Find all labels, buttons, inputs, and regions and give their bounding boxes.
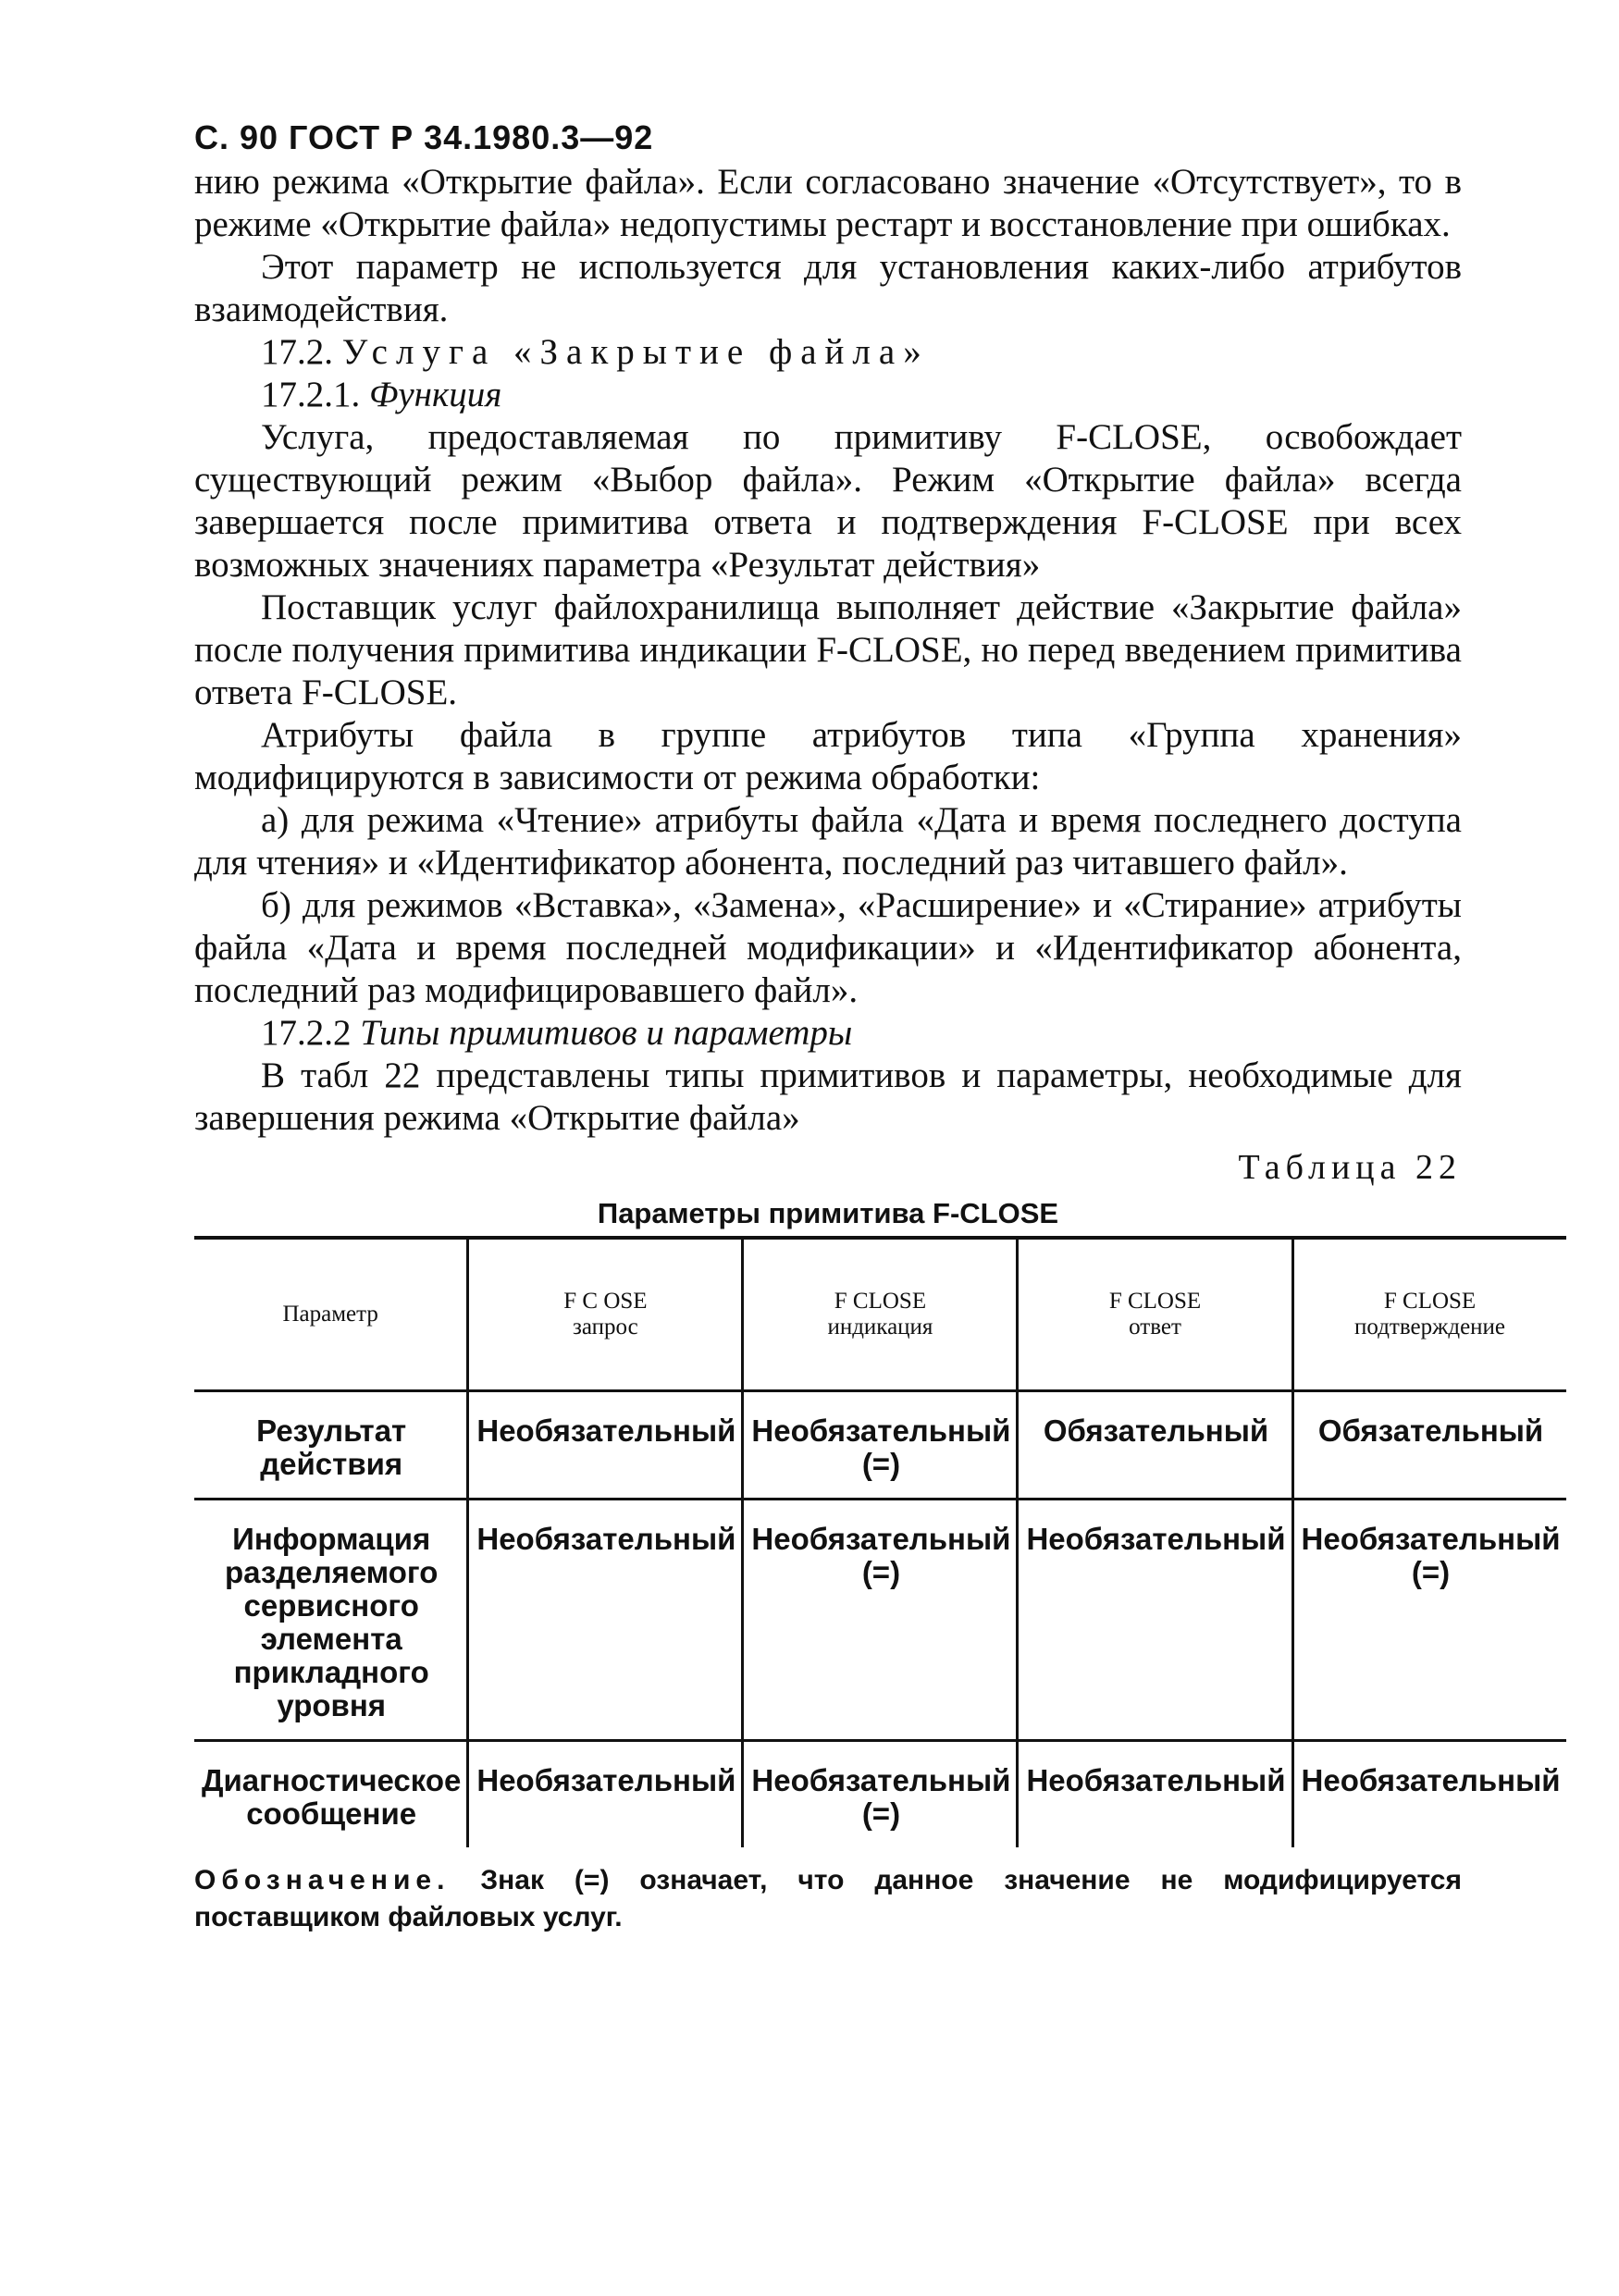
cell-mark: (=) — [861, 1796, 901, 1831]
header-request-type: запрос — [573, 1315, 638, 1339]
params-table — [194, 1236, 1566, 1847]
list-item-b: б) для режимов «Вставка», «Замена», «Расширение» и «Стирание» атрибуты файла «Дата и время последней модификации» и «Идентификатор абонента, последний раз модифицировавшего файл». — [194, 885, 1462, 1010]
cell-text: Необязательный — [476, 1763, 736, 1797]
cell-value — [1292, 1391, 1566, 1500]
header-param: Параметр — [194, 1238, 468, 1391]
subsection-number-2: 17.2.2 — [261, 1013, 352, 1053]
cell-value — [1292, 1500, 1566, 1741]
section-title: Услуга «Закрытие файла» — [341, 332, 930, 372]
header-indication — [743, 1238, 1018, 1391]
page-header: С. 90 ГОСТ Р 34.1980.3—92 — [194, 118, 654, 156]
cell-value — [468, 1391, 743, 1500]
cell-text: Обязательный — [1317, 1413, 1544, 1448]
note-label: Обозначение. — [194, 1865, 451, 1895]
subsection-title-2: Типы примитивов и параметры — [360, 1013, 853, 1053]
subsection-number-1: 17.2.1. — [261, 375, 361, 414]
header-confirm-type: подтверждение — [1354, 1315, 1506, 1339]
cell-mark: (=) — [861, 1447, 901, 1481]
header-confirm — [1292, 1238, 1566, 1391]
subsection-title-1: Функция — [369, 375, 502, 414]
table-caption: Таблица 22 — [1238, 1148, 1462, 1187]
cell-value — [743, 1391, 1018, 1500]
cell-value — [1018, 1741, 1292, 1848]
section-number: 17.2. — [261, 332, 333, 372]
cell-value — [468, 1741, 743, 1848]
paragraph-3: Услуга, предоставляемая по примитиву F-CLOSE, освобождает существующий режим «Выбор файла». Режим «Открытие файла» всегда завершается после примитива ответа и подтверждения F-CLOSE при всех возможных значениях параметра «Результат действия» — [194, 417, 1462, 585]
cell-text: Необязательный — [476, 1522, 736, 1556]
table-row — [194, 1500, 1566, 1741]
header-request — [468, 1238, 743, 1391]
table-row — [194, 1741, 1566, 1848]
cell-text: Необязательный — [1026, 1522, 1286, 1556]
header-indication-type: индикация — [827, 1315, 933, 1339]
cell-text: Необязательный — [1026, 1763, 1286, 1797]
paragraph-4: Поставщик услуг файлохранилища выполняет действие «Закрытие файла» после получения примитива индикации F-CLOSE, но перед введением примитива ответа F-CLOSE. — [194, 587, 1462, 712]
paragraph-8: В табл 22 представлены типы примитивов и параметры, необходимые для завершения режима «Открытие файла» — [194, 1055, 1462, 1138]
list-item-a: а) для режима «Чтение» атрибуты файла «Дата и время последнего доступа для чтения» и «Идентификатор абонента, последний раз читавшего файл». — [194, 800, 1462, 883]
section-heading — [194, 331, 1462, 374]
header-indication-name: F CLOSE — [834, 1289, 927, 1314]
table-row — [194, 1391, 1566, 1500]
paragraph-5: Атрибуты файла в группе атрибутов типа «Группа хранения» модифицируются в зависимости от режима обработки: — [194, 715, 1462, 797]
note-text: Знак (=) означает, что данное значение не модифицируется поставщиком файловых услуг. — [194, 1865, 1462, 1932]
table-header-row — [194, 1238, 1566, 1391]
cell-value — [468, 1500, 743, 1741]
paragraph-2: Этот параметр не используется для установления каких-либо атрибутов взаимодействия. — [194, 247, 1462, 329]
cell-mark: (=) — [1411, 1555, 1451, 1589]
table-note — [194, 1862, 1462, 1936]
header-response-type: ответ — [1129, 1315, 1181, 1339]
cell-value — [743, 1741, 1018, 1848]
cell-text: Необязательный — [751, 1413, 1011, 1448]
cell-text: Необязательный — [476, 1413, 736, 1448]
row-name: Информация разделяемого сервисного элемента прикладного уровня — [194, 1500, 468, 1741]
table-title: Параметры примитива F-CLOSE — [597, 1197, 1059, 1229]
cell-value — [1292, 1741, 1566, 1848]
subsection-heading-2 — [194, 1012, 1462, 1055]
header-confirm-name: F CLOSE — [1383, 1289, 1477, 1314]
row-name: Диагностическое сообщение — [202, 1763, 462, 1831]
cell-value — [1018, 1500, 1292, 1741]
cell-value — [1018, 1391, 1292, 1500]
cell-text: Необязательный — [1301, 1522, 1561, 1556]
header-response — [1018, 1238, 1292, 1391]
cell-text: Необязательный — [751, 1522, 1011, 1556]
cell-mark: (=) — [861, 1555, 901, 1589]
cell-text: Обязательный — [1043, 1413, 1269, 1448]
cell-value — [743, 1500, 1018, 1741]
header-response-name: F CLOSE — [1108, 1289, 1202, 1314]
document-page — [194, 118, 1561, 1936]
cell-text: Необязательный — [751, 1763, 1011, 1797]
cell-text: Необязательный — [1301, 1763, 1561, 1797]
header-request-name: F C OSE — [563, 1289, 648, 1314]
row-name: Результат действия — [194, 1391, 468, 1500]
paragraph-1: нию режима «Открытие файла». Если согласовано значение «Отсутствует», то в режиме «Открытие файла» недопустимы рестарт и восстановление при ошибках. — [194, 162, 1462, 244]
subsection-heading-1 — [194, 374, 1462, 416]
